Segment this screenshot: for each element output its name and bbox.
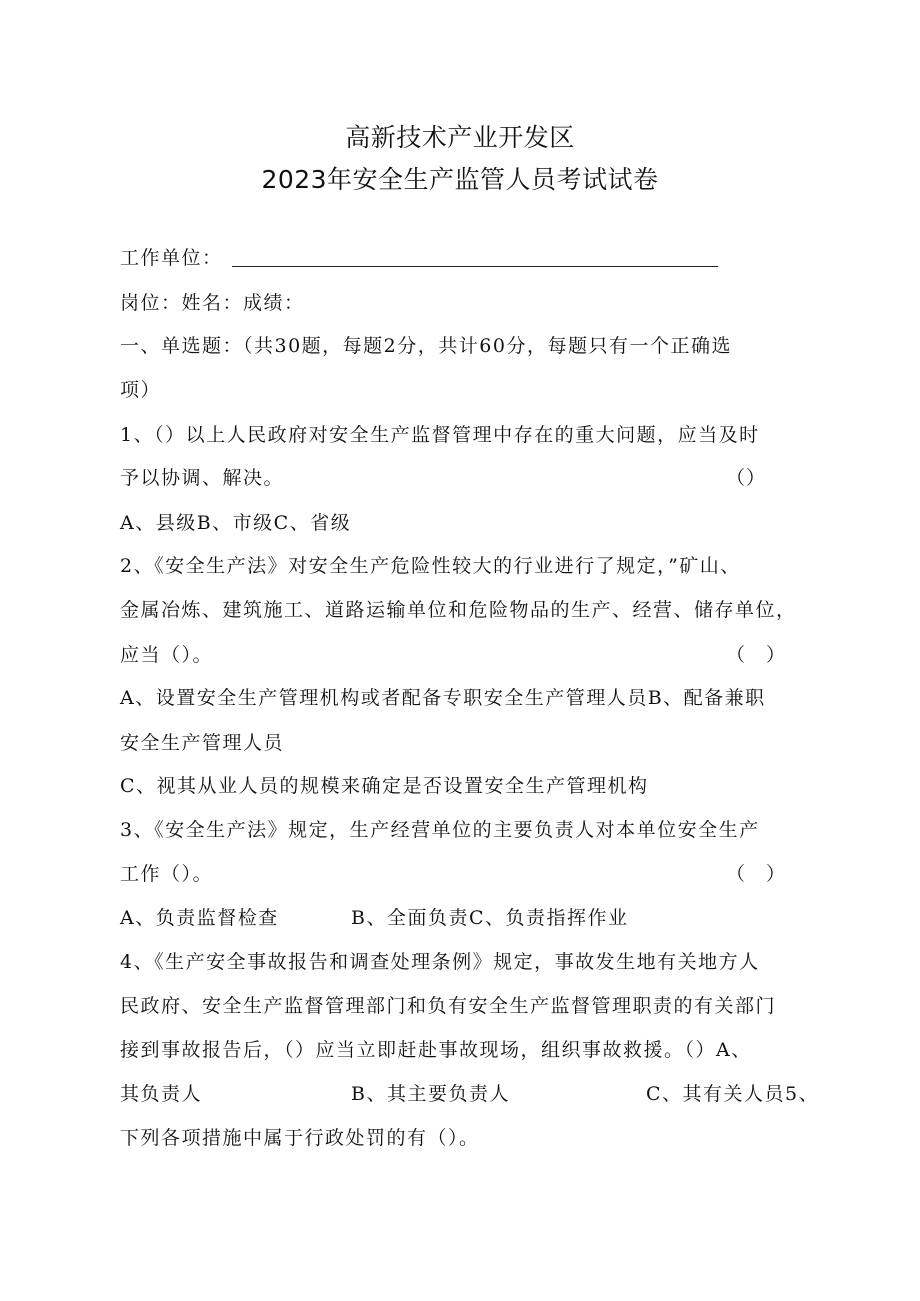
work-unit-label: 工作单位： (120, 247, 223, 269)
q2-option-b: 安全生产管理人员 (120, 732, 285, 754)
q4-option-b: B、其主要负责人 (351, 1083, 510, 1105)
q3-stem: 3、《安全生产法》规定，生产经营单位的主要负责人对本单位安全生产 (120, 819, 760, 841)
q4-stem-cont: 民政府、安全生产监督管理部门和负有安全生产监督管理职责的有关部门 (120, 995, 777, 1017)
q5-stem: 下列各项措施中属于行政处罚的有（）。 (120, 1127, 480, 1149)
q1-stem: 1、（）以上人民政府对安全生产监督管理中存在的重大问题，应当及时 (120, 424, 760, 446)
q2-stem-cont: 金属冶炼、建筑施工、道路运输单位和危险物品的生产、经营、储存单位， (120, 599, 797, 621)
work-unit-fill-line (232, 266, 718, 267)
q2-option-c: C、视其从业人员的规模来确定是否设置安全生产管理机构 (120, 775, 649, 797)
q4-stem: 4、《生产安全事故报告和调查处理条例》规定，事故发生地有关地方人 (120, 951, 760, 973)
q2-stem: 2、《安全生产法》对安全生产危险性较大的行业进行了规定，”矿山、 (120, 555, 741, 577)
q4-option-a: 其负责人 (120, 1083, 203, 1105)
q4-option-c: C、其有关人员5、 (646, 1083, 820, 1105)
q2-option-a: A、设置安全生产管理机构或者配备专职安全生产管理人员B、配备兼职 (120, 687, 766, 709)
post-name-score-label: 岗位：姓名：成绩： (120, 292, 305, 314)
q3-answer-paren: （ ） (726, 863, 787, 885)
q1-options: A、县级B、市级C、省级 (120, 512, 352, 534)
document-title-line2: 2023年安全生产监管人员考试试卷 (261, 165, 659, 194)
q2-stem-end: 应当（）。 (120, 644, 214, 666)
document-title-line1: 高新技术产业开发区 (345, 123, 575, 152)
q1-stem-cont: 予以协调、解决。 (120, 467, 285, 489)
section1-heading-cont: 项） (120, 379, 162, 401)
q2-answer-paren: （ ） (726, 644, 787, 666)
q1-answer-paren: （） (726, 467, 767, 489)
q3-stem-cont: 工作（）。 (120, 863, 214, 885)
q4-stem-end: 接到事故报告后，（）应当立即赶赴事故现场，组织事故救援。（）A、 (120, 1039, 752, 1061)
q3-option-bc: B、全面负责C、负责指挥作业 (351, 907, 629, 929)
section1-heading: 一、单选题：（共30题，每题2分，共计60分，每题只有一个正确选 (120, 335, 732, 357)
q3-option-a: A、负责监督检查 (120, 907, 279, 929)
